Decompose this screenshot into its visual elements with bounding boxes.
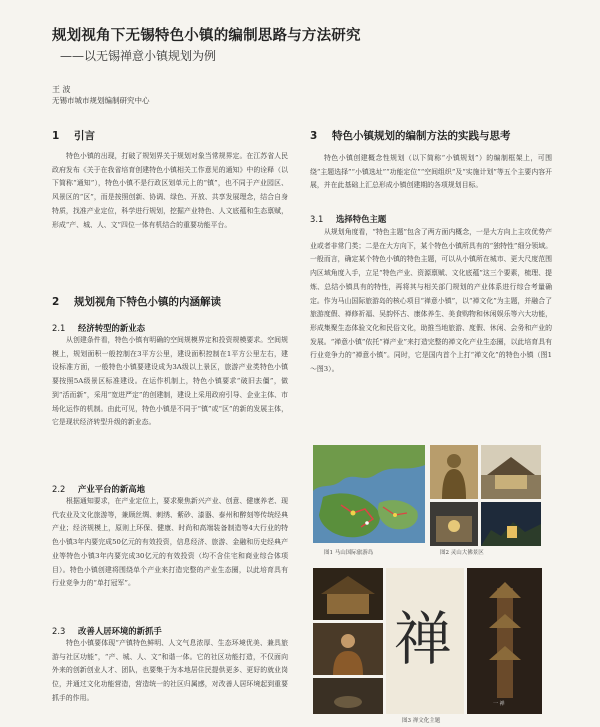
- section-number: 1: [52, 130, 60, 142]
- figure-2-caption: 图2 灵山大佛景区: [440, 550, 484, 556]
- figure-2-photo-palace: [481, 445, 541, 499]
- paper-title: 规划视角下无锡特色小镇的编制思路与方法研究: [52, 28, 361, 44]
- section-number: 2: [52, 296, 60, 308]
- subsection-number: 2.3: [52, 626, 66, 636]
- temple-image: [313, 568, 383, 620]
- section-3-heading: [310, 128, 552, 143]
- figure-2-photo-night: [481, 502, 541, 546]
- section-title: 规划视角下特色小镇的内涵解读: [74, 296, 221, 308]
- night-scene-image: [481, 502, 541, 546]
- palace-image: [481, 445, 541, 499]
- figure-2-photo-buddha: [430, 445, 478, 499]
- monk-image: [313, 623, 383, 675]
- section-3-1-heading: [310, 213, 552, 225]
- section-2-1-body: 从创建条件看，特色小镇有明确的空间规模界定和投资规模要求。空间规模上，规划面积一般控制在3平方公里，建设面积控制在1平方公里左右，建设标准方面，一般特色小镇要建设成为3A级以上景区，旅游产业类特色小镇要按照5A级景区标准建设。在运作机制上，特色小镇要求“破旧去僵”，做到“活而新”，采用“宽进严定”的创建制，建设上采用政府引导、企业主体、市场化运作的机制。由此可见，特色小镇是不同于“镇”或“区”的新的发展主体，它是现状经济转型升级的新业态。: [52, 336, 288, 427]
- tea-image: [313, 678, 383, 714]
- author: 王 波: [52, 85, 71, 94]
- section-2-3-heading: [52, 625, 288, 637]
- subsection-number: 2.1: [52, 323, 66, 333]
- figure-3-photo-monk: [313, 623, 383, 675]
- subsection-title: 改善人居环境的新抓手: [78, 626, 162, 636]
- map-illustration: [313, 445, 425, 543]
- small-caption: 一 禅: [493, 701, 505, 707]
- paper-subtitle: ——以无锡禅意小镇规划为例: [60, 49, 217, 63]
- figure-3-photo-tea: [313, 678, 383, 714]
- subsection-number: 3.1: [310, 214, 324, 224]
- figure-3-photo-temple: [313, 568, 383, 620]
- subsection-number: 2.2: [52, 484, 66, 494]
- section-2-2-body: 根据通知要求，在产业定位上，要求聚焦新兴产业、创意、健康养老、现代农业及文化旅游等，兼顾丝绸、刺绣、紫砂、漆器、泰州和醉刻等传统经典产业；经济规模上，原则上环保、健康、时尚和高端装备制造等4大行业的特色小镇3年内要完成50亿元的有效投资，信息经济、旅游、金融和历史经典产业等特色小镇3年内要完成30亿元的有效投资（均不含住宅和商业综合体项目）。特色小镇创建将围绕单个产业来打造完整的产业生态圈，以此培育具有行业竞争力的“单打冠军”。: [52, 497, 288, 588]
- calligraphy-character: 禅: [394, 605, 453, 673]
- section-2-2-heading: [52, 483, 288, 495]
- subsection-title: 经济转型的新业态: [78, 323, 145, 333]
- section-number: 3: [310, 130, 318, 142]
- section-1-body: 特色小镇的出现，打破了规划界关于规划对象当常规界定。在江苏省人民政府发布《关于在我省培育创建特色小镇相关工作意见的通知》中的诠释（以下简称“通知”），特色小镇不是行政区划单元上的“镇”，也不同于产业园区、风景区的“区”，而是按照创新、协调、绿色、开放、共享发展理念，结合自身特质，找准产业定位，科学进行规划，挖掘产业特色、人文底蕴和生态禀赋，形成“产、城、人、文”四位一体有机结合的重要功能平台。: [52, 152, 288, 229]
- section-2-3-body: 特色小镇要体现“产镇特色鲜明、人文气息浓厚、生态环境优美、兼具旅游与社区功能”，“产、城、人、文”和谐一体。它的社区功能打造，不仅面向外来的创新创业人才、团队，也要集于为本地居住民提供更多、更好的就业岗位，并通过文化功能营造，营造统一的社区归属感，对改善人居环境起到重要抓手的作用。: [52, 639, 288, 702]
- section-2-heading: [52, 294, 288, 309]
- section-title: 引言: [74, 130, 95, 142]
- affiliation: 无锡市城市规划编制研究中心: [52, 96, 150, 105]
- section-1-heading: [52, 128, 288, 143]
- tower-image: [467, 568, 542, 714]
- section-2-1-heading: [52, 322, 288, 334]
- subsection-title: 选择特色主题: [336, 214, 387, 224]
- subsection-title: 产业平台的新高地: [78, 484, 145, 494]
- figure-3-caption: 图3 禅文化主题: [402, 718, 441, 724]
- hall-image: [430, 502, 478, 546]
- section-3-body: 特色小镇创建概念性规划（以下简称“小镇规划”）的编制框架上，可围绕“主题选择”“小镇选址”“功能定位”“空间组织”及“实施计划”等五个主要内容开展，并在此基础上汇总形成小镇创建期的各项规划目标。: [310, 154, 552, 190]
- section-title: 特色小镇规划的编制方法的实践与思考: [332, 130, 511, 142]
- figure-3-photo-tower: [467, 568, 542, 714]
- buddha-statue-image: [430, 445, 478, 499]
- figure-2-photo-hall: [430, 502, 478, 546]
- figure-1-caption: 图1 马山国际旅游岛: [324, 550, 374, 556]
- section-3-1-body: 从规划角度看，“特色主题”包含了两方面内概念，一是大方向上主攻优势产业或者非常门类；二是在大方向下，某个特色小镇所具有的“独特性”细分领域。一般而言，确定某个特色小镇的特色主题，可以从小镇所在城市、更大尺度范围内区域角度入手，立足“特色产业、资源禀赋、文化底蕴”这三个要素，梳理、提炼、总结小镇具有的特性，再将其与相关部门规划的产业体系进行综合考量确定。作为马山国际旅游岛的核心项目“禅意小镇”，以“禅文化”为主题，并融合了旅游度假、禅修祈福、吴韵怀古、康体养生、美食购物和休闲娱乐等六大功能，形成集聚生态体验文化和民俗文化，助推当地旅游、度假、休闲、会务和产业的发展。“禅意小镇”依托“禅产业”来打造完整的禅文化产业生态圈，以此培育具有行业竞争力的“禅意小镇”。同时，它是国内首个上打“禅文化”的特色小镇（图1～图3）。: [310, 228, 552, 374]
- figure-3-calligraphy-panel: [386, 568, 464, 714]
- figure-1-map: [313, 445, 425, 543]
